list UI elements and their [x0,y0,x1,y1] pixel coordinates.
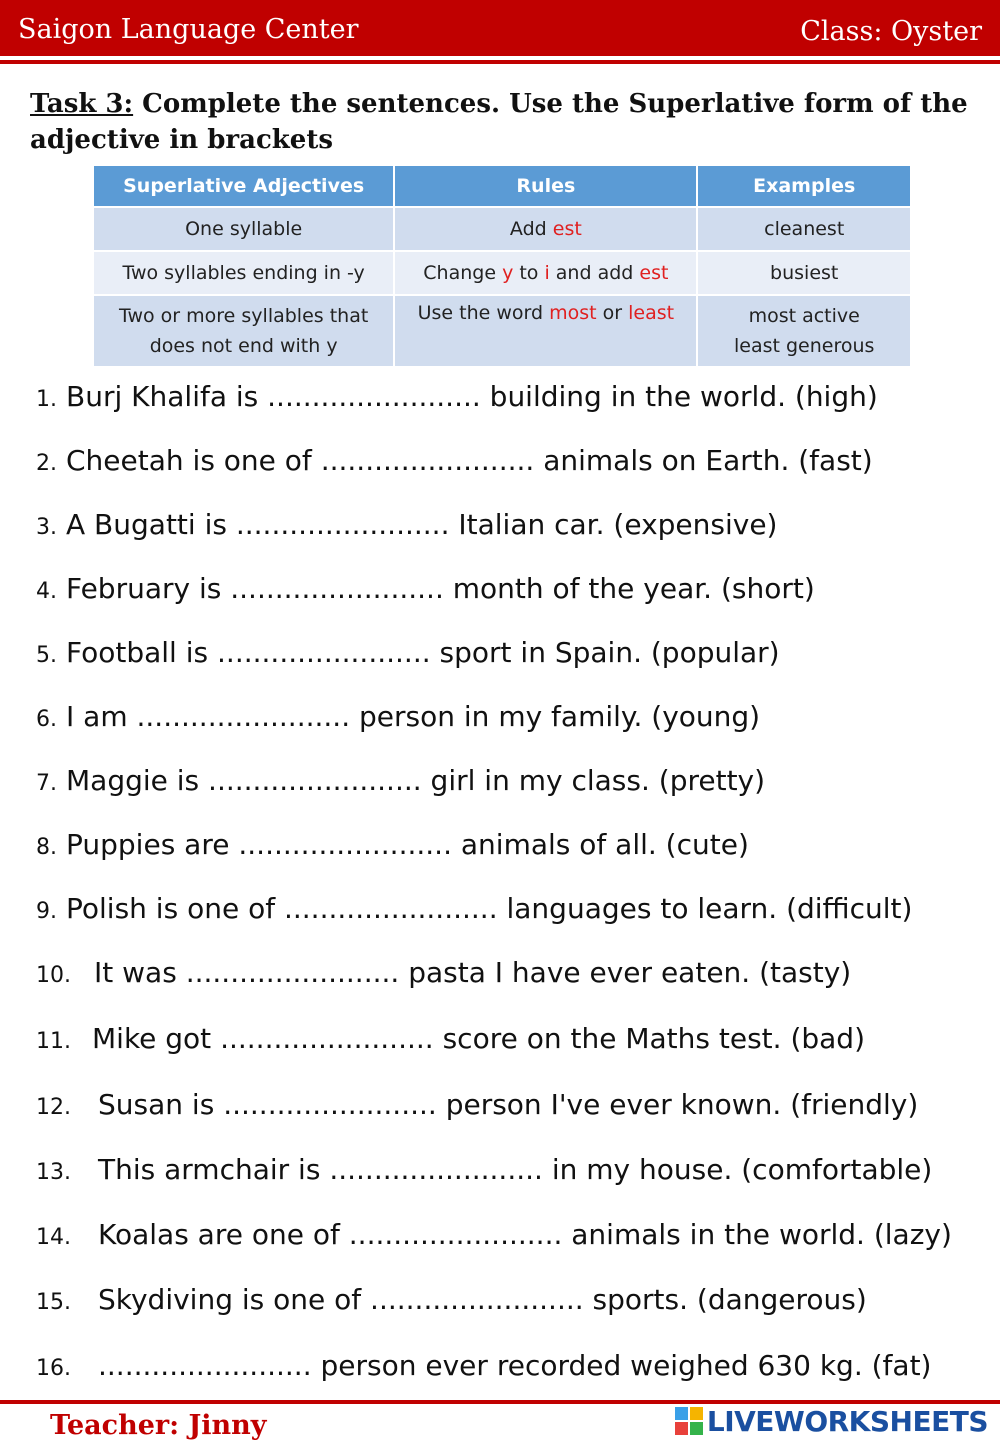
task-instruction [30,86,980,158]
question-item: 2. Cheetah is one of ........................ animals on Earth. (fast) [36,444,873,477]
table-row [93,251,911,295]
question-item: 11. Mike got ........................ score on the Maths test. (bad) [36,1022,866,1055]
example-cell: cleanest [697,207,911,251]
answer-blank[interactable]: ........................ [217,636,431,669]
answer-blank[interactable]: ........................ [329,1153,543,1186]
liveworksheets-cube-icon [675,1407,703,1435]
question-item: 3. A Bugatti is ........................ Italian car. (expensive) [36,508,778,541]
table-row [93,207,911,251]
answer-blank[interactable]: ........................ [223,1088,437,1121]
answer-blank[interactable]: ........................ [230,572,444,605]
adjective-type-cell: Two or more syllables that does not end with y [93,295,394,367]
answer-blank[interactable]: ........................ [370,1283,584,1316]
answer-blank[interactable]: ........................ [283,892,498,925]
question-item: 16. ........................ person ever recorded weighed 630 kg. (fat) [36,1349,932,1382]
question-item: 10. It was ........................ pasta I have ever eaten. (tasty) [36,956,852,989]
table-header-cell: Examples [697,165,911,207]
question-item: 15. Skydiving is one of ........................ sports. (dangerous) [36,1283,867,1316]
liveworksheets-logo [675,1404,988,1438]
answer-blank[interactable]: ........................ [220,1022,434,1055]
question-item: 4. February is ........................ month of the year. (short) [36,572,815,605]
answer-blank[interactable]: ........................ [185,956,400,989]
question-item: 13. This armchair is ........................ in my house. (comfortable) [36,1153,933,1186]
table-header-cell: Rules [394,165,697,207]
rule-cell: Change y to i and add est [394,251,697,295]
table-header-cell: Superlative Adjectives [93,165,394,207]
task-label: Task 3: [30,89,134,119]
answer-blank[interactable]: ........................ [238,828,452,861]
question-item: 1. Burj Khalifa is ........................ building in the world. (high) [36,380,878,413]
header-divider [0,60,1000,64]
question-item: 14. Koalas are one of ........................ animals in the world. (lazy) [36,1218,952,1251]
table-header-row [93,165,911,207]
answer-blank[interactable]: ........................ [136,700,351,733]
header-bar [0,0,1000,56]
answer-blank[interactable]: ........................ [235,508,450,541]
rule-cell: Use the word most or least [394,295,697,367]
brand-text: LIVEWORKSHEETS [706,1404,988,1438]
answer-blank[interactable]: ........................ [320,444,535,477]
example-cell: most active least generous [697,295,911,367]
answer-blank[interactable]: ........................ [98,1349,312,1382]
question-item: 7. Maggie is ........................ girl in my class. (pretty) [36,764,766,797]
adjective-type-cell: One syllable [93,207,394,251]
center-name: Saigon Language Center [18,14,359,45]
question-item: 5. Football is ........................ sport in Spain. (popular) [36,636,780,669]
answer-blank[interactable]: ........................ [348,1218,563,1251]
question-item: 8. Puppies are ........................ animals of all. (cute) [36,828,749,861]
question-item: 6. I am ........................ person in my family. (young) [36,700,761,733]
question-item: 12. Susan is ........................ person I've ever known. (friendly) [36,1088,919,1121]
question-item: 9. Polish is one of ........................ languages to learn. (difficult) [36,892,913,925]
answer-blank[interactable]: ........................ [267,380,481,413]
adjective-type-cell: Two syllables ending in -y [93,251,394,295]
task-text: Complete the sentences. Use the Superlative form of the adjective in brackets [30,89,968,155]
teacher-name: Teacher: Jinny [50,1410,267,1441]
rule-cell: Add est [394,207,697,251]
example-cell: busiest [697,251,911,295]
table-row [93,295,911,367]
answer-blank[interactable]: ........................ [208,764,422,797]
rules-table [92,164,912,368]
class-label: Class: Oyster [800,16,982,47]
